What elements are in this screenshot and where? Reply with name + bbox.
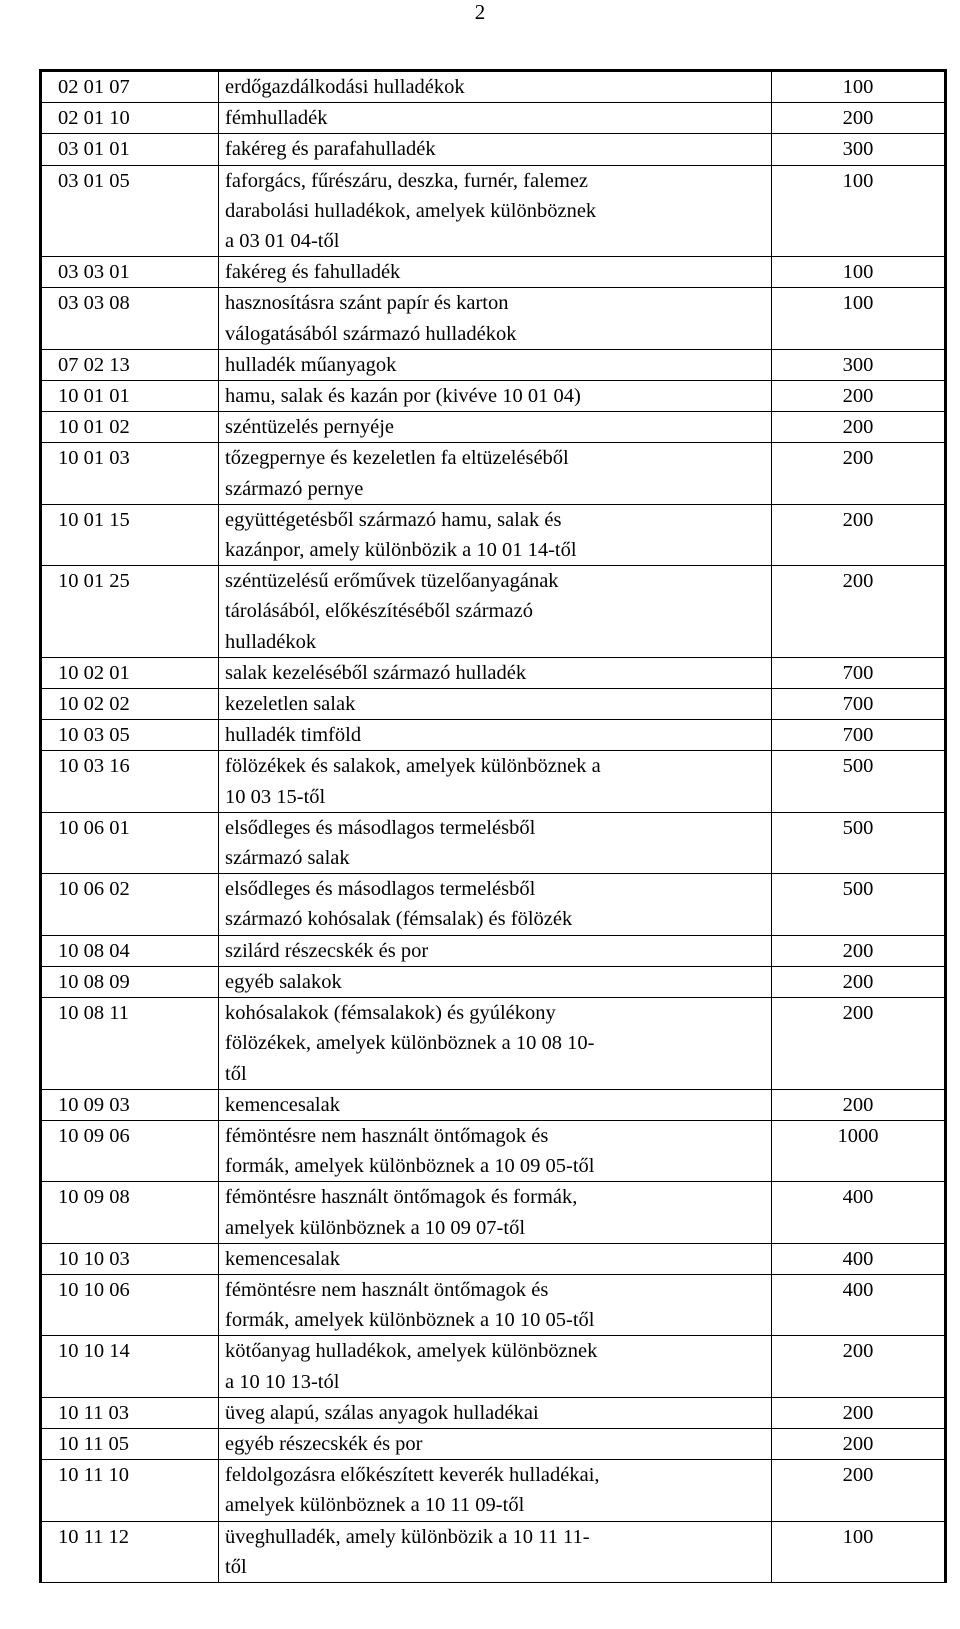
table-row: [41, 288, 946, 349]
waste-code-cell: 02 01 07: [41, 71, 219, 103]
waste-code-cell: 10 10 06: [41, 1274, 219, 1335]
quantity-cell: 700: [772, 720, 946, 751]
waste-description-cell: hamu, salak és kazán por (kivéve 10 01 04): [219, 381, 772, 412]
waste-code-cell: 03 03 01: [41, 257, 219, 288]
table-row: [41, 1089, 946, 1120]
quantity-cell: 200: [772, 504, 946, 565]
waste-code-cell: 10 11 05: [41, 1428, 219, 1459]
waste-code-cell: 10 01 02: [41, 412, 219, 443]
waste-code-cell: 10 02 01: [41, 657, 219, 688]
table-row: [41, 443, 946, 504]
waste-code-cell: 10 10 14: [41, 1336, 219, 1397]
table-row: [41, 71, 946, 103]
table-body: [41, 71, 946, 1583]
table-row: [41, 1120, 946, 1181]
waste-code-cell: 10 01 03: [41, 443, 219, 504]
quantity-cell: 1000: [772, 1120, 946, 1181]
table-row: [41, 689, 946, 720]
quantity-cell: 100: [772, 288, 946, 349]
waste-description-cell: fémhulladék: [219, 103, 772, 134]
waste-description-cell: tőzegpernye és kezeletlen fa eltüzeléséből származó pernye: [219, 443, 772, 504]
table-row: [41, 412, 946, 443]
quantity-cell: 100: [772, 1521, 946, 1582]
quantity-cell: 200: [772, 1089, 946, 1120]
waste-description-cell: kemencesalak: [219, 1243, 772, 1274]
waste-description-cell: elsődleges és másodlagos termelésből származó salak: [219, 812, 772, 873]
waste-code-cell: 10 10 03: [41, 1243, 219, 1274]
waste-description-cell: egyéb salakok: [219, 966, 772, 997]
waste-code-cell: 03 01 05: [41, 165, 219, 257]
table-row: [41, 812, 946, 873]
quantity-cell: 200: [772, 966, 946, 997]
waste-code-cell: 10 09 08: [41, 1182, 219, 1243]
waste-description-cell: széntüzelés pernyéje: [219, 412, 772, 443]
waste-code-cell: 10 03 16: [41, 751, 219, 812]
waste-description-cell: szilárd részecskék és por: [219, 935, 772, 966]
quantity-cell: 200: [772, 935, 946, 966]
quantity-cell: 100: [772, 71, 946, 103]
waste-code-cell: 07 02 13: [41, 349, 219, 380]
table-row: [41, 504, 946, 565]
waste-description-cell: kohósalakok (fémsalakok) és gyúlékony fölözékek, amelyek különböznek a 10 08 10- től: [219, 998, 772, 1090]
waste-description-cell: egyéb részecskék és por: [219, 1428, 772, 1459]
quantity-cell: 200: [772, 1428, 946, 1459]
waste-description-cell: együttégetésből származó hamu, salak és kazánpor, amely különbözik a 10 01 14-től: [219, 504, 772, 565]
quantity-cell: 300: [772, 349, 946, 380]
waste-description-cell: faforgács, fűrészáru, deszka, furnér, falemez darabolási hulladékok, amelyek különböznek a 03 01 04-től: [219, 165, 772, 257]
quantity-cell: 200: [772, 1460, 946, 1521]
waste-code-cell: 10 06 01: [41, 812, 219, 873]
quantity-cell: 400: [772, 1182, 946, 1243]
waste-description-cell: széntüzelésű erőművek tüzelőanyagának tárolásából, előkészítéséből származó hulladékok: [219, 566, 772, 658]
table-row: [41, 165, 946, 257]
table-row: [41, 874, 946, 935]
table-row: [41, 1274, 946, 1335]
waste-description-cell: kezeletlen salak: [219, 689, 772, 720]
table-row: [41, 1397, 946, 1428]
waste-description-cell: feldolgozásra előkészített keverék hulladékai, amelyek különböznek a 10 11 09-től: [219, 1460, 772, 1521]
table-row: [41, 1460, 946, 1521]
waste-description-cell: hulladék timföld: [219, 720, 772, 751]
waste-code-cell: 10 11 12: [41, 1521, 219, 1582]
waste-code-cell: 10 11 10: [41, 1460, 219, 1521]
waste-code-cell: 10 08 11: [41, 998, 219, 1090]
waste-description-cell: hulladék műanyagok: [219, 349, 772, 380]
quantity-cell: 200: [772, 566, 946, 658]
table-row: [41, 751, 946, 812]
quantity-cell: 200: [772, 381, 946, 412]
table-row: [41, 1336, 946, 1397]
table-row: [41, 349, 946, 380]
quantity-cell: 400: [772, 1243, 946, 1274]
waste-code-cell: 10 06 02: [41, 874, 219, 935]
waste-description-cell: kemencesalak: [219, 1089, 772, 1120]
waste-code-cell: 10 08 04: [41, 935, 219, 966]
table-row: [41, 657, 946, 688]
waste-code-cell: 10 11 03: [41, 1397, 219, 1428]
table-row: [41, 720, 946, 751]
table-row: [41, 935, 946, 966]
waste-description-cell: fémöntésre nem használt öntőmagok és formák, amelyek különböznek a 10 09 05-től: [219, 1120, 772, 1181]
quantity-cell: 500: [772, 751, 946, 812]
waste-code-cell: 02 01 10: [41, 103, 219, 134]
quantity-cell: 100: [772, 257, 946, 288]
table-row: [41, 1428, 946, 1459]
quantity-cell: 300: [772, 134, 946, 165]
waste-code-cell: 10 03 05: [41, 720, 219, 751]
quantity-cell: 200: [772, 443, 946, 504]
waste-description-cell: üveg alapú, szálas anyagok hulladékai: [219, 1397, 772, 1428]
waste-description-cell: fémöntésre nem használt öntőmagok és formák, amelyek különböznek a 10 10 05-től: [219, 1274, 772, 1335]
table-row: [41, 134, 946, 165]
waste-code-cell: 10 01 15: [41, 504, 219, 565]
waste-description-cell: fakéreg és fahulladék: [219, 257, 772, 288]
table-row: [41, 103, 946, 134]
table-row: [41, 1521, 946, 1582]
quantity-cell: 100: [772, 165, 946, 257]
waste-code-cell: 10 09 06: [41, 1120, 219, 1181]
waste-description-cell: hasznosításra szánt papír és karton válogatásából származó hulladékok: [219, 288, 772, 349]
quantity-cell: 500: [772, 874, 946, 935]
table-row: [41, 381, 946, 412]
table-row: [41, 566, 946, 658]
quantity-cell: 400: [772, 1274, 946, 1335]
waste-description-cell: kötőanyag hulladékok, amelyek különböznek a 10 10 13-tól: [219, 1336, 772, 1397]
quantity-cell: 200: [772, 1397, 946, 1428]
waste-description-cell: fölözékek és salakok, amelyek különböznek a 10 03 15-től: [219, 751, 772, 812]
waste-description-cell: elsődleges és másodlagos termelésből származó kohósalak (fémsalak) és fölözék: [219, 874, 772, 935]
table-row: [41, 1182, 946, 1243]
table-row: [41, 966, 946, 997]
waste-description-cell: fakéreg és parafahulladék: [219, 134, 772, 165]
quantity-cell: 500: [772, 812, 946, 873]
quantity-cell: 200: [772, 103, 946, 134]
waste-description-cell: erdőgazdálkodási hulladékok: [219, 71, 772, 103]
quantity-cell: 200: [772, 998, 946, 1090]
waste-description-cell: salak kezeléséből származó hulladék: [219, 657, 772, 688]
quantity-cell: 200: [772, 1336, 946, 1397]
waste-description-cell: fémöntésre használt öntőmagok és formák, amelyek különböznek a 10 09 07-től: [219, 1182, 772, 1243]
waste-code-table: [39, 69, 947, 1583]
waste-description-cell: üveghulladék, amely különbözik a 10 11 11- től: [219, 1521, 772, 1582]
waste-code-cell: 10 09 03: [41, 1089, 219, 1120]
table-row: [41, 998, 946, 1090]
waste-code-cell: 10 01 01: [41, 381, 219, 412]
waste-code-cell: 03 01 01: [41, 134, 219, 165]
waste-code-cell: 10 08 09: [41, 966, 219, 997]
waste-code-cell: 03 03 08: [41, 288, 219, 349]
quantity-cell: 200: [772, 412, 946, 443]
table-row: [41, 1243, 946, 1274]
page-number: 2: [474, 0, 486, 24]
waste-code-cell: 10 02 02: [41, 689, 219, 720]
quantity-cell: 700: [772, 689, 946, 720]
quantity-cell: 700: [772, 657, 946, 688]
table-row: [41, 257, 946, 288]
waste-code-cell: 10 01 25: [41, 566, 219, 658]
